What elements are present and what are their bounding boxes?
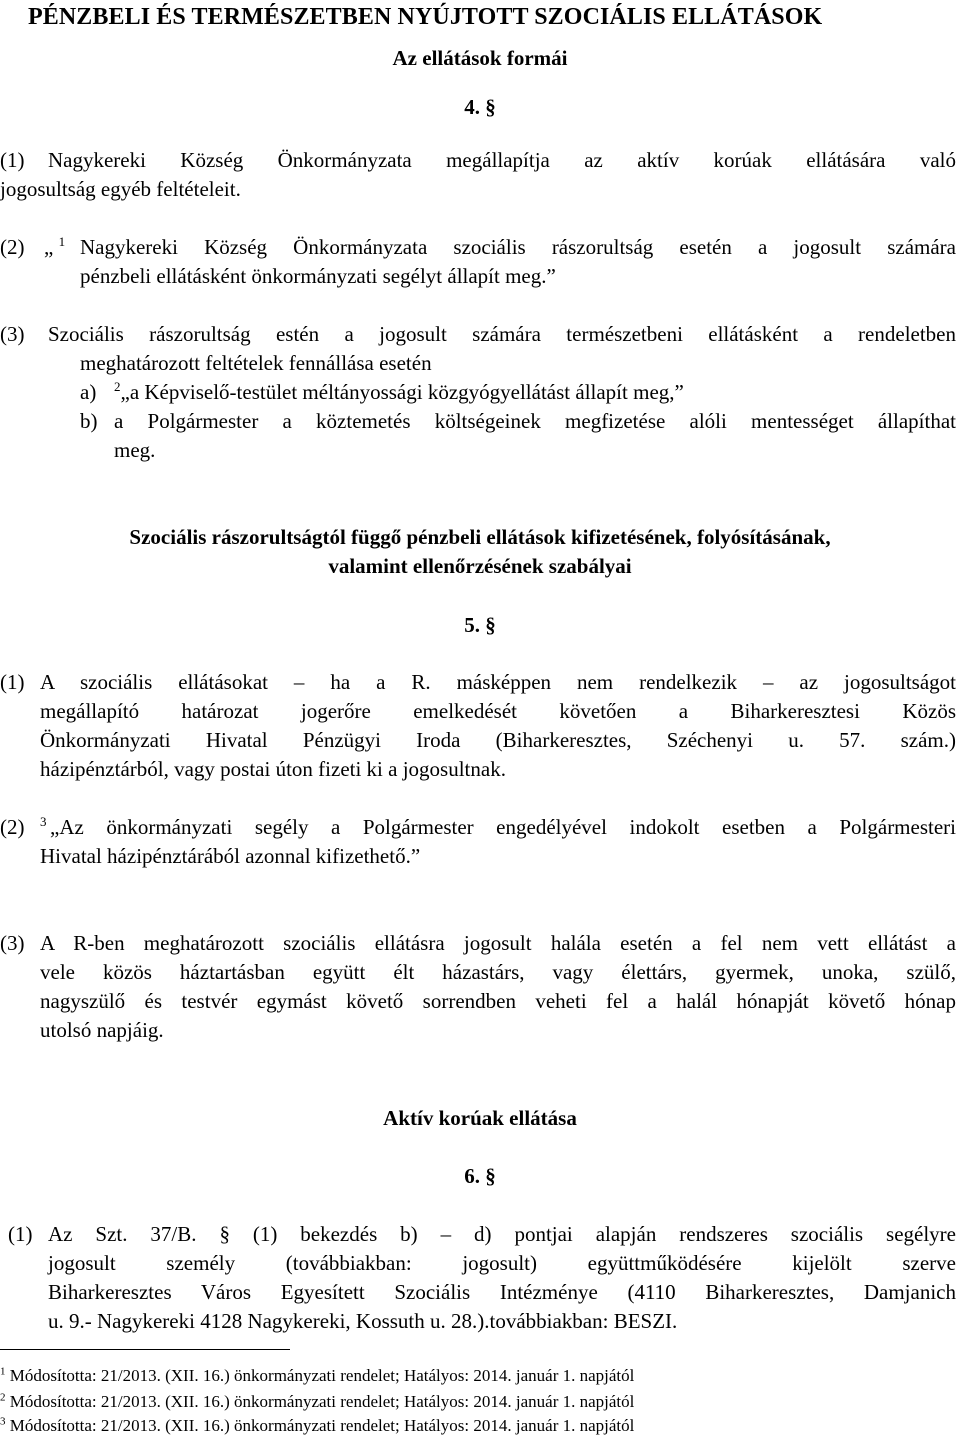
footnote-ref-2[interactable]: 2 xyxy=(114,379,121,394)
paragraph-text: meghatározott feltételek fennállása esetén xyxy=(80,351,432,375)
paragraph-text: Nagykereki Község Önkormányzata megállapítja az aktív korúak ellátására való xyxy=(48,148,956,172)
paragraph-4-2 xyxy=(0,233,960,291)
paragraph-4-3 xyxy=(0,320,960,465)
paragraph-label: (3) xyxy=(0,931,25,955)
paragraph-label: (2) xyxy=(0,815,25,839)
paragraph-text: Biharkeresztes Város Egyesített Szociális Intézménye (4110 Biharkeresztes, Damjanich xyxy=(48,1280,956,1304)
paragraph-label: (2) xyxy=(0,235,25,259)
section-heading-active-age: Aktív korúak ellátása xyxy=(383,1106,577,1130)
paragraph-number-6: 6. § xyxy=(464,1164,496,1188)
paragraph-text: nagyszülő és testvér egymást követő sorrendben veheti fel a halál hónapját követő hónap xyxy=(40,989,956,1013)
paragraph-text: „Az önkormányzati segély a Polgármester engedélyével indokolt esetben a Polgármesteri xyxy=(50,815,956,839)
document-title: PÉNZBELI ÉS TERMÉSZETBEN NYÚJTOTT SZOCIÁLIS ELLÁTÁSOK xyxy=(28,4,823,30)
paragraph-5-3 xyxy=(0,929,960,1045)
footnote-text: Módosította: 21/2013. (XII. 16.) önkormányzati rendelet; Hatályos: 2014. január 1. napjától xyxy=(9,1392,635,1411)
paragraph-label: (1) xyxy=(0,670,25,694)
paragraph-5-1 xyxy=(0,668,960,784)
footnote-ref-1[interactable]: 1 xyxy=(58,234,66,249)
paragraph-text: utolsó napjáig. xyxy=(40,1018,164,1042)
paragraph-6-1 xyxy=(0,1220,960,1336)
paragraph-text: A R-ben meghatározott szociális ellátásra jogosult halála esetén a fel nem vett ellátást a xyxy=(40,931,956,955)
item-label-a: a) xyxy=(80,380,97,404)
paragraph-text: Önkormányzati Hivatal Pénzügyi Iroda (Biharkeresztes, Széchenyi u. 57. szám.) xyxy=(40,728,956,752)
paragraph-label: (1) xyxy=(8,1222,33,1246)
footnote-1 xyxy=(0,1365,634,1387)
section-heading-forms: Az ellátások formái xyxy=(392,46,568,70)
footnote-number: 2 xyxy=(0,1391,6,1404)
paragraph-label: (1) xyxy=(0,148,25,172)
paragraph-text: u. 9.- Nagykereki 4128 Nagykereki, Kossuth u. 28.).továbbiakban: BESZI. xyxy=(48,1309,678,1333)
paragraph-text: vele közös háztartásban együtt élt házastárs, vagy élettárs, gyermek, unoka, szülő, xyxy=(40,960,956,984)
paragraph-text: megállapító határozat jogerőre emelkedését követően a Biharkeresztesi Közös xyxy=(40,699,956,723)
item-text-b-cont: meg. xyxy=(114,438,156,462)
paragraph-text: Nagykereki Község Önkormányzata szociális rászorultság esetén a jogosult számára xyxy=(80,235,956,259)
section-heading-payments-2: valamint ellenőrzésének szabályai xyxy=(328,554,632,578)
paragraph-text: Szociális rászorultság estén a jogosult számára természetbeni ellátásként a rendeletben xyxy=(48,322,956,346)
footnote-number: 3 xyxy=(0,1415,6,1428)
footnote-number: 1 xyxy=(0,1365,6,1378)
footnote-3 xyxy=(0,1415,634,1437)
footnote-ref-3[interactable]: 3 xyxy=(40,814,47,829)
paragraph-text: pénzbeli ellátásként önkormányzati segélyt állapít meg.” xyxy=(80,264,556,288)
paragraph-text: Hivatal házipénztárából azonnal kifizethető.” xyxy=(40,844,421,868)
paragraph-4-1 xyxy=(0,146,960,204)
paragraph-text: A szociális ellátásokat – ha a R. másképpen nem rendelkezik – az jogosultságot xyxy=(40,670,956,694)
footnote-text: Módosította: 21/2013. (XII. 16.) önkormányzati rendelet; Hatályos: 2014. január 1. napjától xyxy=(9,1416,635,1435)
paragraph-5-2 xyxy=(0,813,960,871)
paragraph-text: házipénztárból, vagy postai úton fizeti ki a jogosultnak. xyxy=(40,757,506,781)
item-text-a: „a Képviselő-testület méltányossági közgyógyellátást állapít meg,” xyxy=(120,380,684,404)
section-heading-payments-1: Szociális rászorultságtól függő pénzbeli ellátások kifizetésének, folyósításának, xyxy=(129,525,831,549)
paragraph-text: jogosult személy (továbbiakban: jogosult) együttműködésére kijelölt szerve xyxy=(48,1251,956,1275)
item-text-b: a Polgármester a köztemetés költségeinek megfizetése alóli mentességet állapíthat xyxy=(114,409,956,433)
paragraph-number-4: 4. § xyxy=(464,95,496,119)
footnote-2 xyxy=(0,1391,634,1413)
paragraph-number-5: 5. § xyxy=(464,613,496,637)
footnote-text: Módosította: 21/2013. (XII. 16.) önkormányzati rendelet; Hatályos: 2014. január 1. napjától xyxy=(9,1366,635,1385)
open-quote: „ xyxy=(44,235,54,259)
footnote-separator xyxy=(0,1349,290,1350)
paragraph-label: (3) xyxy=(0,322,25,346)
paragraph-text: jogosultság egyéb feltételeit. xyxy=(0,177,241,201)
paragraph-text: Az Szt. 37/B. § (1) bekezdés b) – d) pontjai alapján rendszeres szociális segélyre xyxy=(48,1222,956,1246)
item-label-b: b) xyxy=(80,409,98,433)
